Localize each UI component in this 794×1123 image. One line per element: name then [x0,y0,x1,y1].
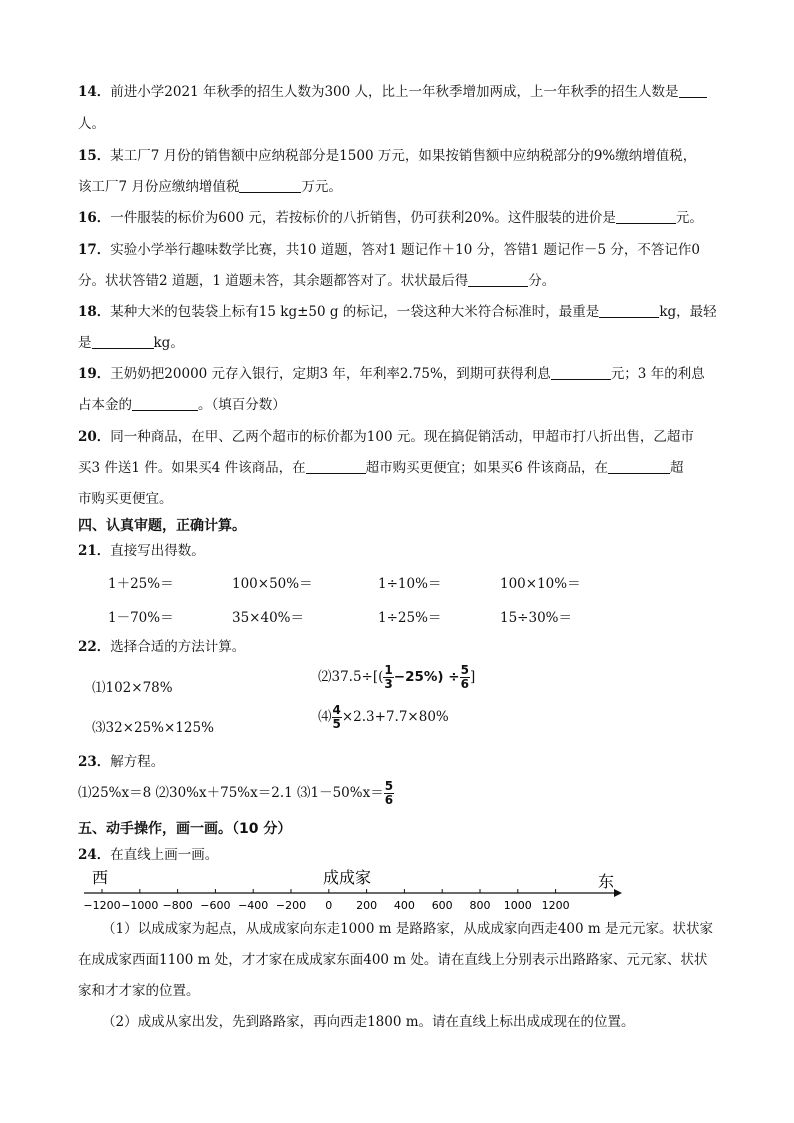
question-17 [78,240,700,260]
answer-blank[interactable] [599,303,659,318]
denominator: 6 [460,677,469,691]
question-text: 在直线上画一画。 [110,847,219,863]
question-18 [78,302,717,322]
question-text: 人。 [78,116,105,132]
question-18-cont [78,333,184,353]
tick-label: 800 [469,899,491,912]
question-14 [78,82,707,102]
question-number: 24． [78,847,111,863]
answer-blank[interactable] [132,396,198,411]
question-19-cont [78,395,286,415]
tick-label: 0 [325,899,333,912]
calc-item: 1－70%＝ [108,610,174,626]
question-17-cont [78,271,555,291]
question-15-cont [78,177,342,197]
tick-label: −600 [200,899,231,912]
question-text: 分。状状答错2 道题，1 道题未答，其余题都答对了。状状最后得 [78,273,469,289]
calc-item: 100×50%＝ [232,576,313,592]
denominator: 3 [384,677,393,691]
expr-text: ⑴25%x＝8 ⑵30%x＋75%x＝2.1 ⑶1－50%x＝ [78,785,384,801]
question-text: 直接写出得数。 [110,543,205,559]
q24-part1-line2: 在成成家西面1100 m 处，才才家在成成家东面400 m 处。请在直线上分别表示出路路家、元元家、状状 [78,952,708,968]
center-label: 成成家 [323,868,372,887]
question-20-cont [78,458,684,478]
answer-blank[interactable] [551,365,611,380]
expr-text: ⑷ [318,709,332,725]
expr-text: −25%) ÷ [393,669,460,685]
section-heading-4: 四、认真审题，正确计算。 [78,518,246,534]
question-number: 18． [78,304,111,320]
calc-item: 35×40%＝ [232,610,304,626]
q24-part1-line3: 家和才才家的位置。 [78,983,200,999]
question-text: 。（填百分数） [198,397,286,413]
numerator: 1 [384,663,393,677]
question-22 [78,637,245,657]
question-number: 16． [78,210,111,226]
tick-label: 200 [356,899,378,912]
number-line[interactable] [80,865,630,915]
question-15 [78,146,696,166]
question-text: 实验小学举行趣味数学比赛，共10 道题，答对1 题记作＋10 分，答错1 题记作－5 分，不答记作0 [110,242,700,258]
question-text: 某工厂7 月份的销售额中应纳税部分是1500 万元，如果按销售额中应纳税部分的9%缴纳增值税， [110,148,697,164]
question-text: kg，最轻 [659,304,717,320]
question-number: 22． [78,639,111,655]
q24-part1-line1: （1）以成成家为起点，从成成家向东走1000 m 是路路家，从成成家向西走400 m 是元元家。状状家 [102,921,713,937]
calc-item: 1÷25%＝ [378,610,442,626]
question-text: kg。 [153,335,184,351]
tick-label: −800 [162,899,193,912]
tick-label: 600 [431,899,453,912]
question-text: 元；3 年的利息 [610,366,705,382]
denominator: 6 [384,793,394,807]
tick-label: 1000 [503,899,532,912]
question-text: 超市购买更便宜；如果买6 件该商品，在 [365,460,609,476]
answer-blank[interactable] [92,334,154,349]
question-number: 23． [78,754,111,770]
east-label: 东 [598,872,615,891]
question-24 [78,845,218,865]
section-heading-5: 五、动手操作，画一画。（10 分） [78,821,292,837]
question-text: 选择合适的方法计算。 [110,639,246,655]
tick-label: 400 [393,899,415,912]
q24-part2: （2）成成从家出发，先到路路家，再向西走1800 m。请在直线上标出成成现在的位置。 [102,1014,635,1030]
question-20 [78,427,694,447]
expr-text: ⑵37.5÷[( [318,669,384,685]
tick-label: −1000 [121,899,159,912]
question-number: 14． [78,84,111,100]
fraction [384,780,394,807]
question-text: 王奶奶把20000 元存入银行，定期3 年，年利率2.75%，到期可获得利息 [110,366,551,382]
calc-problem-3: ⑶32×25%×125% [92,720,214,736]
answer-blank[interactable] [679,83,707,98]
equations [78,780,394,807]
question-text: 买3 件送1 件。如果买4 件该商品，在 [78,460,306,476]
question-text: 该工厂7 月份应缴纳增值税 [78,179,240,195]
question-text: 某种大米的包装袋上标有15 kg±50 g 的标记，一袋这种大米符合标准时，最重是 [110,304,600,320]
question-number: 17． [78,242,111,258]
calc-item: 100×10%＝ [500,576,581,592]
question-text: 解方程。 [110,754,165,770]
fraction [383,664,393,691]
expr-text: ] [469,669,476,685]
answer-blank[interactable] [239,178,301,193]
question-23 [78,752,164,772]
tick-label: −400 [238,899,269,912]
question-21 [78,541,205,561]
question-text: 一件服装的标价为600 元，若按标价的八折销售，仍可获利20%。这件服装的进价是 [110,210,616,226]
question-16 [78,208,703,228]
question-number: 21． [78,543,111,559]
question-20-cont2 [78,489,173,509]
question-text: 元。 [675,210,703,226]
calc-item: 1÷10%＝ [378,576,442,592]
answer-blank[interactable] [306,459,366,474]
calc-problem-4 [318,704,449,731]
question-number: 20． [78,429,111,445]
question-text: 万元。 [301,179,342,195]
denominator: 5 [332,717,341,731]
question-14-cont [78,114,105,134]
answer-blank[interactable] [468,272,528,287]
tick-label: −200 [275,899,307,912]
calc-item: 1＋25%＝ [108,576,174,592]
question-text: 市购买更便宜。 [78,491,173,507]
answer-blank[interactable] [616,209,676,224]
question-text: 超 [670,460,684,476]
question-text: 同一种商品，在甲、乙两个超市的标价都为100 元。现在搞促销活动，甲超市打八折出售，乙超市 [110,429,694,445]
numerator: 5 [384,779,394,793]
question-number: 15． [78,148,111,164]
fraction [460,664,470,691]
question-number: 19． [78,366,111,382]
question-text: 是 [78,335,92,351]
fraction [332,704,342,731]
west-label: 西 [92,868,109,887]
arrow-icon [614,889,622,897]
numerator: 5 [460,663,469,677]
answer-blank[interactable] [608,459,670,474]
tick-label: −1200 [83,899,121,912]
question-text: 分。 [528,273,556,289]
question-text: 前进小学2021 年秋季的招生人数为300 人，比上一年秋季增加两成，上一年秋季的招生人数是 [110,84,679,100]
numerator: 4 [332,703,341,717]
tick-label: 1200 [541,899,570,912]
calc-problem-1: ⑴102×78% [92,680,173,696]
question-19 [78,364,705,384]
question-text: 占本金的 [78,397,132,413]
calc-problem-2 [318,664,475,691]
expr-text: ×2.3+7.7×80% [341,709,449,725]
calc-item: 15÷30%＝ [500,610,572,626]
